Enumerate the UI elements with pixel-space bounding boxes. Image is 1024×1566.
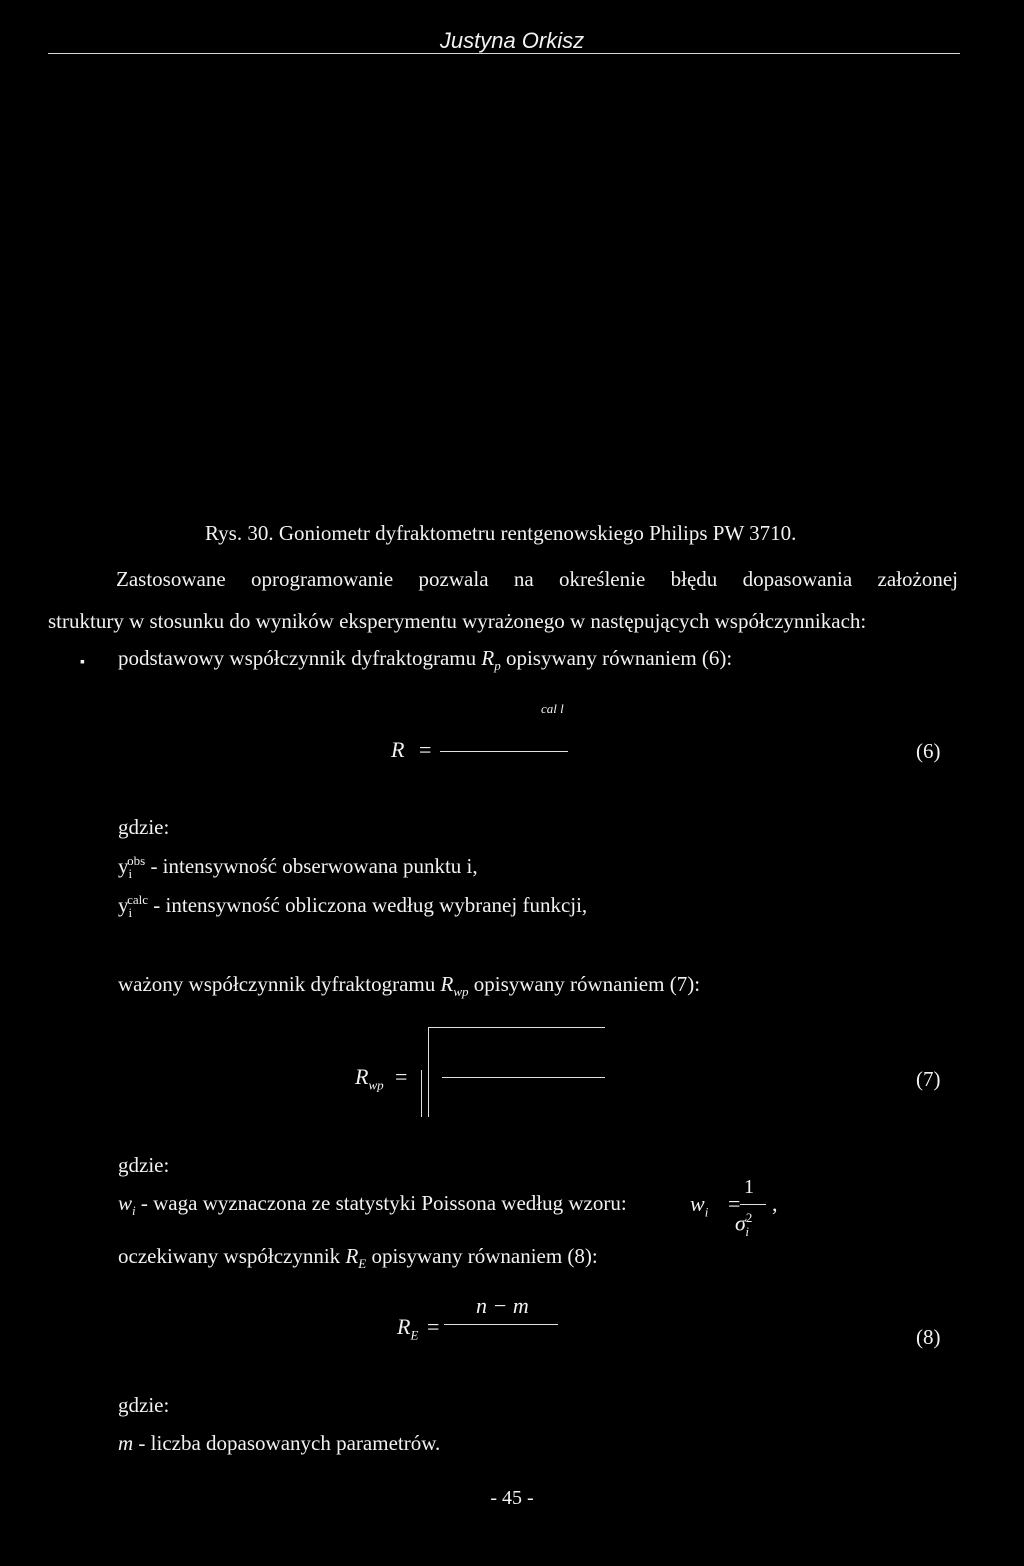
eq7-lhs-symbol: R: [355, 1064, 369, 1089]
where-label-7: gdzie:: [118, 1153, 170, 1177]
eq8-lhs-sub: E: [410, 1327, 419, 1343]
def-text: - liczba dopasowanych parametrów.: [133, 1431, 441, 1455]
var-y-sub: i: [128, 905, 133, 921]
item-text: ważony współczynnik dyfraktogramu: [118, 972, 441, 996]
w-formula-sub: i: [704, 1204, 709, 1220]
def-text: - intensywność obliczona według wybranej funkcji,: [148, 893, 588, 917]
list-item-rwp: [118, 972, 700, 1000]
item-symbol-sub: E: [358, 1256, 367, 1272]
eq7-lhs: [355, 1064, 384, 1093]
page-header-author: Justyna Orkisz: [439, 28, 585, 53]
list-item-re: [118, 1244, 598, 1272]
page-number: - 45 -: [490, 1487, 534, 1509]
eq6-top-fragment: cal l: [541, 701, 564, 716]
header-rule: [48, 53, 960, 54]
bullet-icon: ▪: [80, 655, 85, 670]
eq7-radical-top: [428, 1027, 605, 1028]
item-symbol: R: [481, 646, 495, 670]
sigma-symbol: σ: [735, 1210, 746, 1236]
w-formula-comma: ,: [772, 1191, 778, 1216]
item-text: opisywany równaniem (7):: [468, 972, 701, 996]
eq7-radical-hook: [421, 1070, 422, 1117]
eq7-equals: =: [395, 1064, 408, 1089]
eq8-lhs: [397, 1314, 418, 1343]
def-y-obs: [118, 853, 478, 882]
def-text: - intensywność obserwowana punktu i,: [145, 854, 478, 878]
var-y-sup: calc: [127, 892, 149, 907]
list-item-rp: [118, 646, 732, 674]
eq7-lhs-sub: wp: [368, 1077, 384, 1093]
w-formula-symbol: w: [690, 1191, 705, 1216]
eq6-fraction-bar: [440, 751, 568, 752]
sigma-sub: i: [745, 1223, 749, 1239]
var-w-sub: i: [132, 1203, 136, 1219]
sigma-sup: 2: [745, 1210, 753, 1225]
item-text: opisywany równaniem (6):: [500, 646, 733, 670]
eq7-radical-stem: [428, 1027, 429, 1117]
eq7-fraction-bar: [442, 1077, 605, 1078]
w-formula-denominator: [735, 1210, 753, 1240]
var-y: y: [118, 854, 129, 878]
w-formula-numerator: 1: [744, 1176, 754, 1198]
item-text: oczekiwany współczynnik: [118, 1244, 346, 1268]
var-m: m: [118, 1431, 134, 1455]
w-formula-equals: =: [728, 1191, 741, 1216]
def-w: [118, 1191, 627, 1219]
var-w: w: [118, 1191, 133, 1215]
item-text: opisywany równaniem (8):: [366, 1244, 598, 1268]
paragraph-line-1: Zastosowane oprogramowanie pozwala na określenie błędu dopasowania założonej: [116, 567, 958, 591]
item-symbol: R: [440, 972, 454, 996]
eq8-equals: =: [427, 1314, 440, 1339]
figure-caption: Rys. 30. Goniometr dyfraktometru rentgenowskiego Philips PW 3710.: [205, 521, 797, 545]
where-label-6: gdzie:: [118, 815, 170, 839]
where-label-8: gdzie:: [118, 1393, 170, 1417]
eq6-number: (6): [916, 739, 941, 763]
item-symbol-sub: p: [494, 658, 501, 674]
eq6-lhs: R: [391, 737, 405, 762]
def-m: [118, 1431, 440, 1456]
var-y-sup: obs: [127, 853, 146, 868]
eq8-fraction-bar: [444, 1324, 558, 1325]
def-text: - waga wyznaczona ze statystyki Poissona według wzoru:: [135, 1191, 627, 1215]
eq8-number: (8): [916, 1325, 941, 1349]
w-formula-lhs: [690, 1191, 708, 1220]
def-y-calc: [118, 892, 587, 921]
eq8-numerator: n − m: [476, 1293, 529, 1318]
eq6-equals: =: [419, 737, 432, 762]
eq8-lhs-symbol: R: [397, 1314, 411, 1339]
item-text: podstawowy współczynnik dyfraktogramu: [118, 646, 482, 670]
eq7-number: (7): [916, 1067, 941, 1091]
var-y-sub: i: [128, 866, 133, 882]
w-formula-fraction-bar: [740, 1204, 766, 1205]
paragraph-line-2: struktury w stosunku do wyników eksperymentu wyrażonego w następujących współczynnikach:: [48, 609, 867, 633]
var-y: y: [118, 893, 129, 917]
item-symbol: R: [345, 1244, 359, 1268]
item-symbol-sub: wp: [453, 984, 469, 1000]
